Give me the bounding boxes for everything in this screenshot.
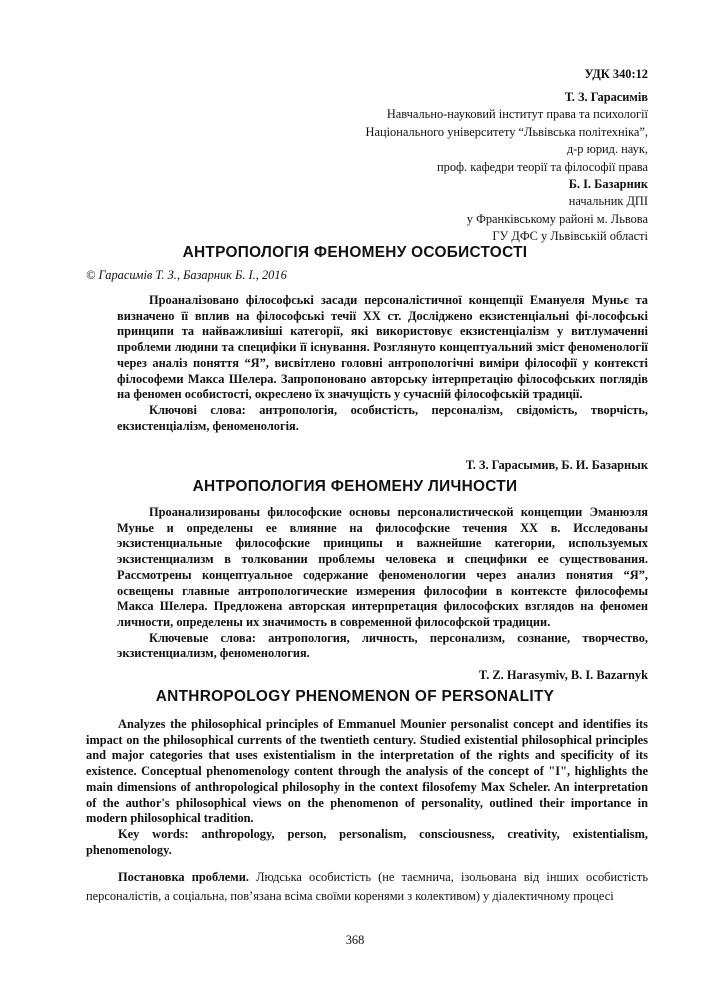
copyright-line: © Гарасимів Т. З., Базарник Б. І., 2016: [86, 268, 287, 282]
page-number: 368: [345, 933, 365, 947]
abstract-text: Проанализированы философские основы персоналистической концепции Эманюэля Мунье и определены ее влияние на философские течения XX в. Исследованы экзистенциальные философские принципы и важнейшие категории, используемых экзистенциализм в толковании проблемы человека и специфики ее существования. Рассмотрены концептуальное содержание феноменологии через анализ понятия “Я”, освещены главные антропологические измерения философии в контексте философемы Макса Шелера. Предложена авторская интерпретация философских взглядов на феномен личности, определены их значимость в современной философской традиции.: [117, 505, 648, 629]
body-text: Людська особистість (не таємнича, ізольована від інших особистість персоналістів, а соціальна, пов’язана всіма своїми коренями з колективом) у діалектичному процесі: [86, 870, 648, 903]
author-1-name: Т. З. Гарасимів: [564, 90, 648, 104]
abstract-ukrainian: [117, 293, 648, 434]
body-paragraph: [86, 868, 648, 905]
keywords: Ключові слова: антропологія, особистість, персоналізм, свідомість, творчість, екзистенціалізм, феноменологія.: [117, 402, 648, 433]
author-2-line: ГУ ДФС у Львівській області: [492, 229, 648, 244]
section-lead: Постановка проблеми.: [118, 870, 249, 884]
authors-english: T. Z. Harasymiv, B. I. Bazarnyk: [478, 668, 648, 682]
author-2-line: начальник ДПІ: [568, 194, 648, 209]
title-english: ANTHROPOLOGY PHENOMENON OF PERSONALITY: [155, 688, 555, 705]
author-2-affiliation: [467, 176, 648, 246]
keywords: Key words: anthropology, person, personalism, consciousness, creativity, existentialism, phenomenology.: [86, 826, 648, 857]
title-russian: АНТРОПОЛОГИЯ ФЕНОМЕНУ ЛИЧНОСТИ: [192, 478, 518, 495]
abstract-english: [86, 717, 648, 858]
author-1-line: д-р юрид. наук,: [566, 142, 648, 157]
author-1-line: Навчально-науковий інститут права та психології: [386, 107, 648, 122]
title-ukrainian: АНТРОПОЛОГІЯ ФЕНОМЕНУ ОСОБИСТОСТІ: [182, 244, 528, 261]
author-2-line: у Франківському районі м. Львова: [466, 211, 648, 226]
authors-russian: Т. З. Гарасымив, Б. И. Базарнык: [465, 458, 648, 472]
abstract-text: Проаналізовано філософські засади персоналістичної концепції Емануеля Муньє та визначено її вплив на філософські течії XX ст. Досліджено екзистенціальні фі-лософські принципи та найважливіші категорії, які використовує екзистенціалізм у витлумаченні проблеми людини та специфіки її існування. Розглянуто концептуальний зміст феноменології через аналіз поняття “Я”, висвітлено головні антропологічні виміри філософії у контексті філософеми Макса Шелера. Запропоновано авторську інтерпретацію філософських поглядів на феномен особистості, окреслено їх значущість у сучасній філософській традиції.: [117, 293, 648, 402]
abstract-text: Analyzes the philosophical principles of Emmanuel Mounier personalist concept and identifies its impact on the philosophical currents of the twentieth century. Studied existential philosophical principles and major categories that uses existentialism in the interpretation of the rights and specificity of its existence. Conceptual phenomenology content through the analysis of the concept of "I", highlights the main dimensions of anthropological philosophy in the context filosofemy Max Scheler. An interpretation of the author's philosophical views on the phenomenon of personality, outlined their importance in modern philosophical tradition.: [86, 717, 648, 826]
author-1-line: Національного університету “Львівська політехніка”,: [365, 124, 648, 139]
author-1-affiliation: [366, 89, 648, 176]
abstract-russian: [117, 505, 648, 662]
author-2-name: Б. І. Базарник: [568, 177, 648, 191]
udc-code: УДК 340:12: [584, 67, 648, 81]
keywords: Ключевые слова: антропология, личность, персонализм, сознание, творчество, экзистенциализм, феноменология.: [117, 630, 648, 661]
author-1-line: проф. кафедри теорії та філософії права: [437, 159, 648, 174]
